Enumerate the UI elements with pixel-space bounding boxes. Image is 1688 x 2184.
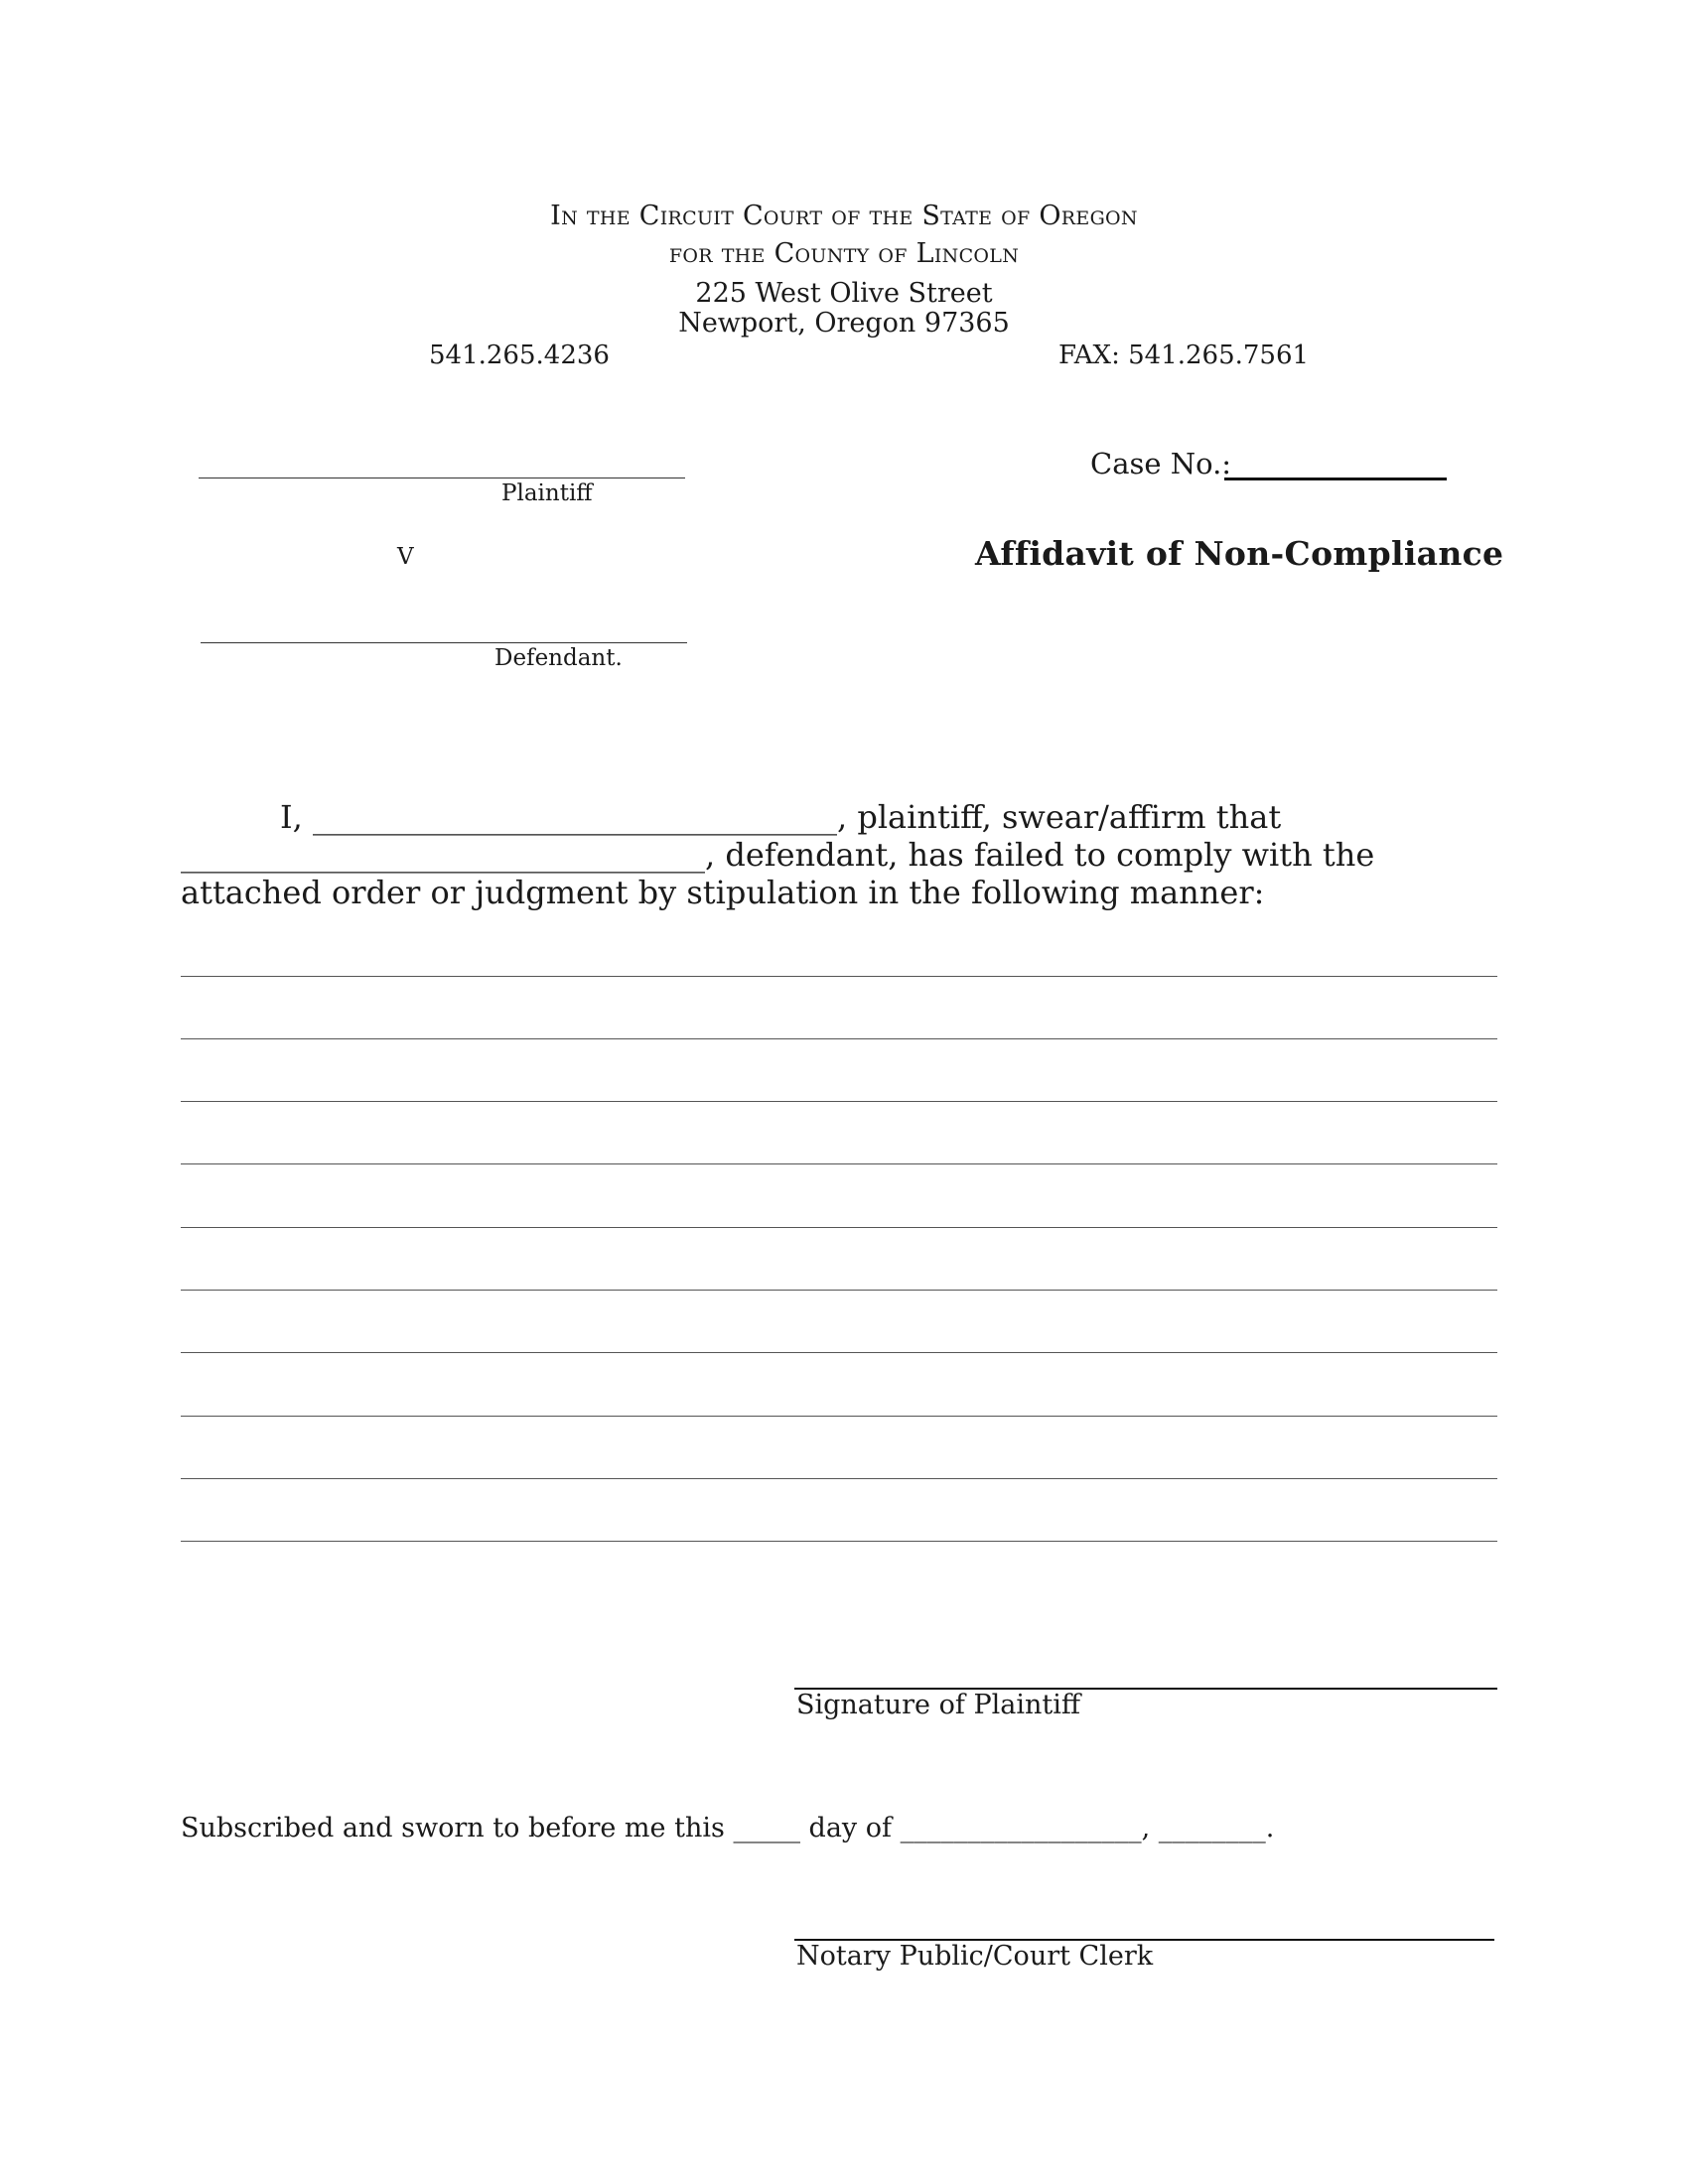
statement-line-1-suffix: , plaintiff, swear/affirm that — [836, 798, 1282, 836]
writing-line[interactable] — [181, 1101, 1497, 1102]
court-street: 225 West Olive Street — [695, 278, 993, 309]
court-title-line-1: In the Circuit Court of the State of Oregon — [550, 201, 1138, 231]
jurat-day-blank[interactable]: _____ — [733, 1813, 800, 1843]
jurat-comma: , — [1141, 1813, 1151, 1843]
defendant-name-blank[interactable]: _________________________________ — [181, 836, 705, 874]
defendant-label: Defendant. — [494, 645, 623, 671]
writing-line[interactable] — [181, 976, 1497, 977]
court-fax: FAX: 541.265.7561 — [1058, 341, 1310, 370]
plaintiff-signature-label: Signature of Plaintiff — [796, 1690, 1081, 1720]
plaintiff-name-blank[interactable]: _________________________________ — [312, 798, 837, 836]
writing-line[interactable] — [181, 1290, 1497, 1291]
writing-line[interactable] — [181, 1352, 1497, 1353]
statement-prefix: I, — [280, 798, 303, 836]
defendant-name-line[interactable] — [201, 642, 687, 643]
jurat-month-blank[interactable]: __________________ — [900, 1813, 1142, 1843]
statement-line-1 — [280, 798, 1281, 836]
writing-line[interactable] — [181, 1038, 1497, 1039]
writing-line[interactable] — [181, 1416, 1497, 1417]
jurat-prefix: Subscribed and sworn to before me this — [181, 1813, 725, 1843]
case-number-field[interactable] — [1224, 478, 1447, 480]
versus-label: V — [397, 544, 414, 570]
case-number-label: Case No.: — [1090, 447, 1232, 480]
statement-line-2-suffix: , defendant, has failed to comply with the — [705, 836, 1375, 874]
jurat-year-blank[interactable]: ________ — [1158, 1813, 1266, 1843]
writing-line[interactable] — [181, 1227, 1497, 1228]
writing-line[interactable] — [181, 1163, 1497, 1164]
writing-line[interactable] — [181, 1541, 1497, 1542]
court-phone: 541.265.4236 — [429, 341, 610, 370]
jurat-line — [181, 1813, 1274, 1843]
jurat-day-of: day of — [808, 1813, 892, 1843]
jurat-period: . — [1265, 1813, 1275, 1843]
court-title-line-2: for the County of Lincoln — [668, 238, 1020, 269]
court-city: Newport, Oregon 97365 — [678, 308, 1010, 339]
plaintiff-label: Plaintiff — [501, 480, 593, 506]
document-title: Affidavit of Non-Compliance — [975, 534, 1504, 573]
writing-line[interactable] — [181, 1478, 1497, 1479]
statement-line-3: attached order or judgment by stipulation in the following manner: — [181, 874, 1265, 911]
statement-line-2 — [181, 836, 1374, 874]
notary-signature-label: Notary Public/Court Clerk — [796, 1941, 1154, 1972]
